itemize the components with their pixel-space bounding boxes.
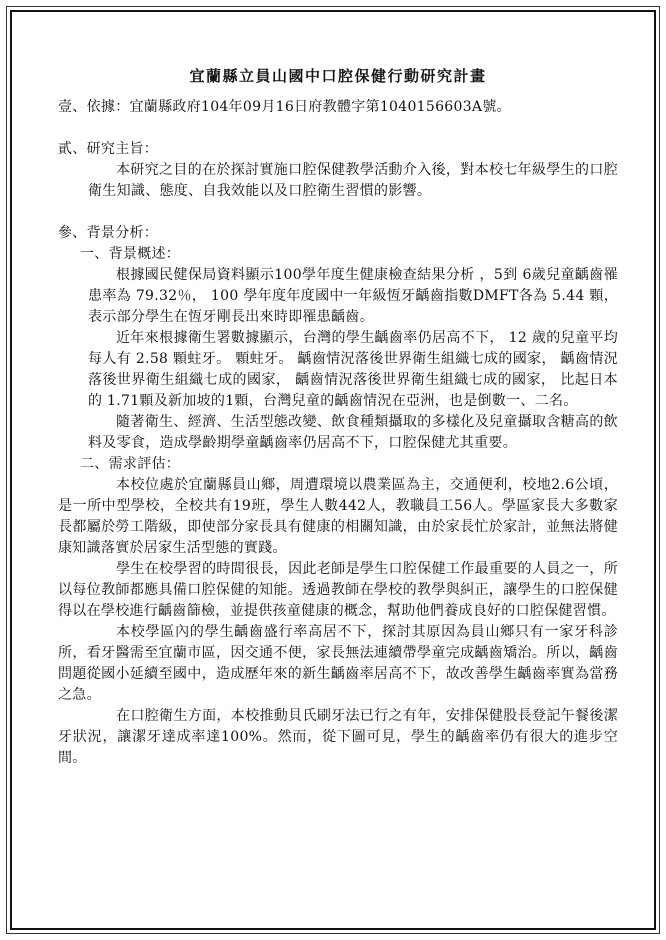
overview-paragraph-3: 隨著衛生、經濟、生活型態改變、飲食種類攝取的多樣化及兒童攝取含糖高的飲料及零食，造成學齡期學童齲齒率仍居高不下，口腔保健尤其重要。 — [88, 414, 618, 451]
needs-paragraph-1: 本校位處於宜蘭縣員山鄉，周遭環境以農業區為主，交通便利，校地2.6公頃，是一所中型學校，全校共有19班，學生人數442人，教職員工56人。學區家長大多數家長都屬於勞工階級，即使部分家長具有健康的相關知識，由於家長忙於家計，並無法將健康知識落實於居家生活型態的實踐。 — [58, 477, 618, 556]
section-basis-heading: 壹、依據：宜蘭縣政府104年09月16日府教體字第1040156603A號。 — [58, 99, 511, 115]
overview-paragraph-1: 根據國民健保局資料顯示100學年度生健康檢查結果分析 ，5到 6歲兒童齲齒罹患率為 79.32％， 100 學年度年度國中一年級恆牙齲齒指數DMFT各為 5.44 顆，表示部分學生在恆牙剛長出來時即罹患齲齒。 — [88, 267, 618, 325]
section-purpose-paragraph: 本研究之目的在於探討實施口腔保健教學活動介入後，對本校七年級學生的口腔衛生知識、態度、自我效能以及口腔衛生習慣的影響。 — [88, 162, 618, 199]
section-purpose-heading: 貳、研究主旨： — [58, 141, 159, 157]
section-background-heading: 參、背景分析： — [58, 225, 159, 241]
subsection-needs-heading: 二、需求評估： — [80, 456, 181, 472]
needs-paragraph-3: 本校學區內的學生齲齒盛行率高居不下，探討其原因為員山鄉只有一家牙科診所，看牙醫需至宜蘭市區，因交通不便，家長無法連續帶學童完成齲齒矯治。所以，齲齒問題從國小延續至國中，造成歷年來的新生齲齒率居高不下，故改善學生齲齒率實為當務之急。 — [58, 624, 618, 703]
document-title: 宜蘭縣立員山國中口腔保健行動研究計畫 — [189, 67, 487, 85]
overview-paragraph-2: 近年來根據衛生署數據顯示，台灣的學生齲齒率仍居高不下， 12 歲的兒童平均每人有 2.58 顆蛀牙。 顆蛀牙。 齲齒情況落後世界衛生組織七成的國家， 齲齒情況落後世界衛生組織七成的國家， 齲齒情況落後世界衛生組織七成的國家， 比起日本的 1.71顆及新加坡的1顆，台灣兒童的齲齒情況在亞洲，也是倒數一、二名。 — [88, 330, 618, 409]
document-body — [58, 66, 618, 769]
needs-paragraph-2: 學生在校學習的時間很長，因此老師是學生口腔保健工作最重要的人員之一，所以每位教師都應具備口腔保健的知能。透過教師在學校的教學與糾正，讓學生的口腔保健得以在學校進行齲齒篩檢，並提供孩童健康的概念，幫助他們養成良好的口腔保健習慣。 — [58, 561, 618, 619]
subsection-overview-heading: 一、背景概述： — [80, 246, 181, 262]
needs-paragraph-4: 在口腔衛生方面，本校推動貝氏刷牙法已行之有年，安排保健股長登記午餐後潔牙狀況，讓潔牙達成率達100%。然而，從下圖可見，學生的齲齒率仍有很大的進步空間。 — [58, 708, 618, 766]
